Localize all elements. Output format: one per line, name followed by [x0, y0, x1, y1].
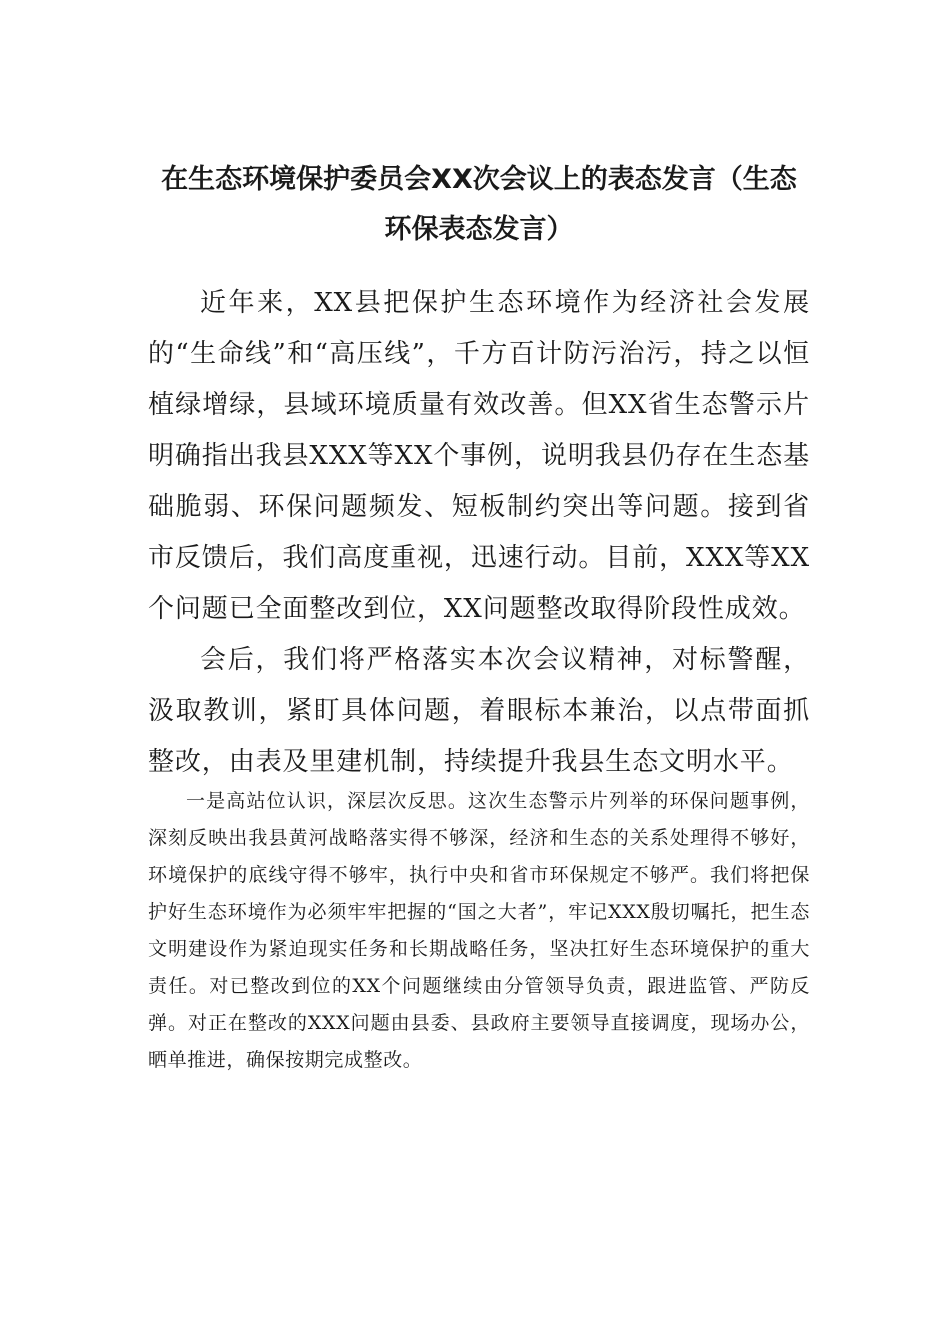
document-title: 在生态环境保护委员会XX次会议上的表态发言（生态环保表态发言）	[161, 164, 797, 245]
detail-body	[148, 783, 810, 1079]
paragraph-point-one: 一是高站位认识，深层次反思。这次生态警示片列举的环保问题事例，深刻反映出我县黄河战略落实得不够深，经济和生态的关系处理得不够好，环境保护的底线守得不够牢，执行中央和省市环保规定不够严。我们将把保护好生态环境作为必须牢牢把握的“国之大者”，牢记XXX殷切嘱托，把生态文明建设作为紧迫现实任务和长期战略任务，坚决扛好生态环境保护的重大责任。对已整改到位的XX个问题继续由分管领导负责，跟进监管、严防反弹。对正在整改的XXX问题由县委、县政府主要领导直接调度，现场办公，晒单推进，确保按期完成整改。	[148, 790, 810, 1071]
paragraph-intro: 近年来，XX县把保护生态环境作为经济社会发展的“生命线”和“高压线”，千方百计防污治污，持之以恒植绿增绿，县域环境质量有效改善。但XX省生态警示片明确指出我县XXX等XX个事例，说明我县仍存在生态基础脆弱、环保问题频发、短板制约突出等问题。接到省市反馈后，我们高度重视，迅速行动。目前，XXX等XX个问题已全面整改到位，XX问题整改取得阶段性成效。	[148, 288, 810, 624]
main-body	[148, 278, 810, 788]
paragraph-followup: 会后，我们将严格落实本次会议精神，对标警醒，汲取教训，紧盯具体问题，着眼标本兼治，以点带面抓整改，由表及里建机制，持续提升我县生态文明水平。	[148, 645, 810, 777]
